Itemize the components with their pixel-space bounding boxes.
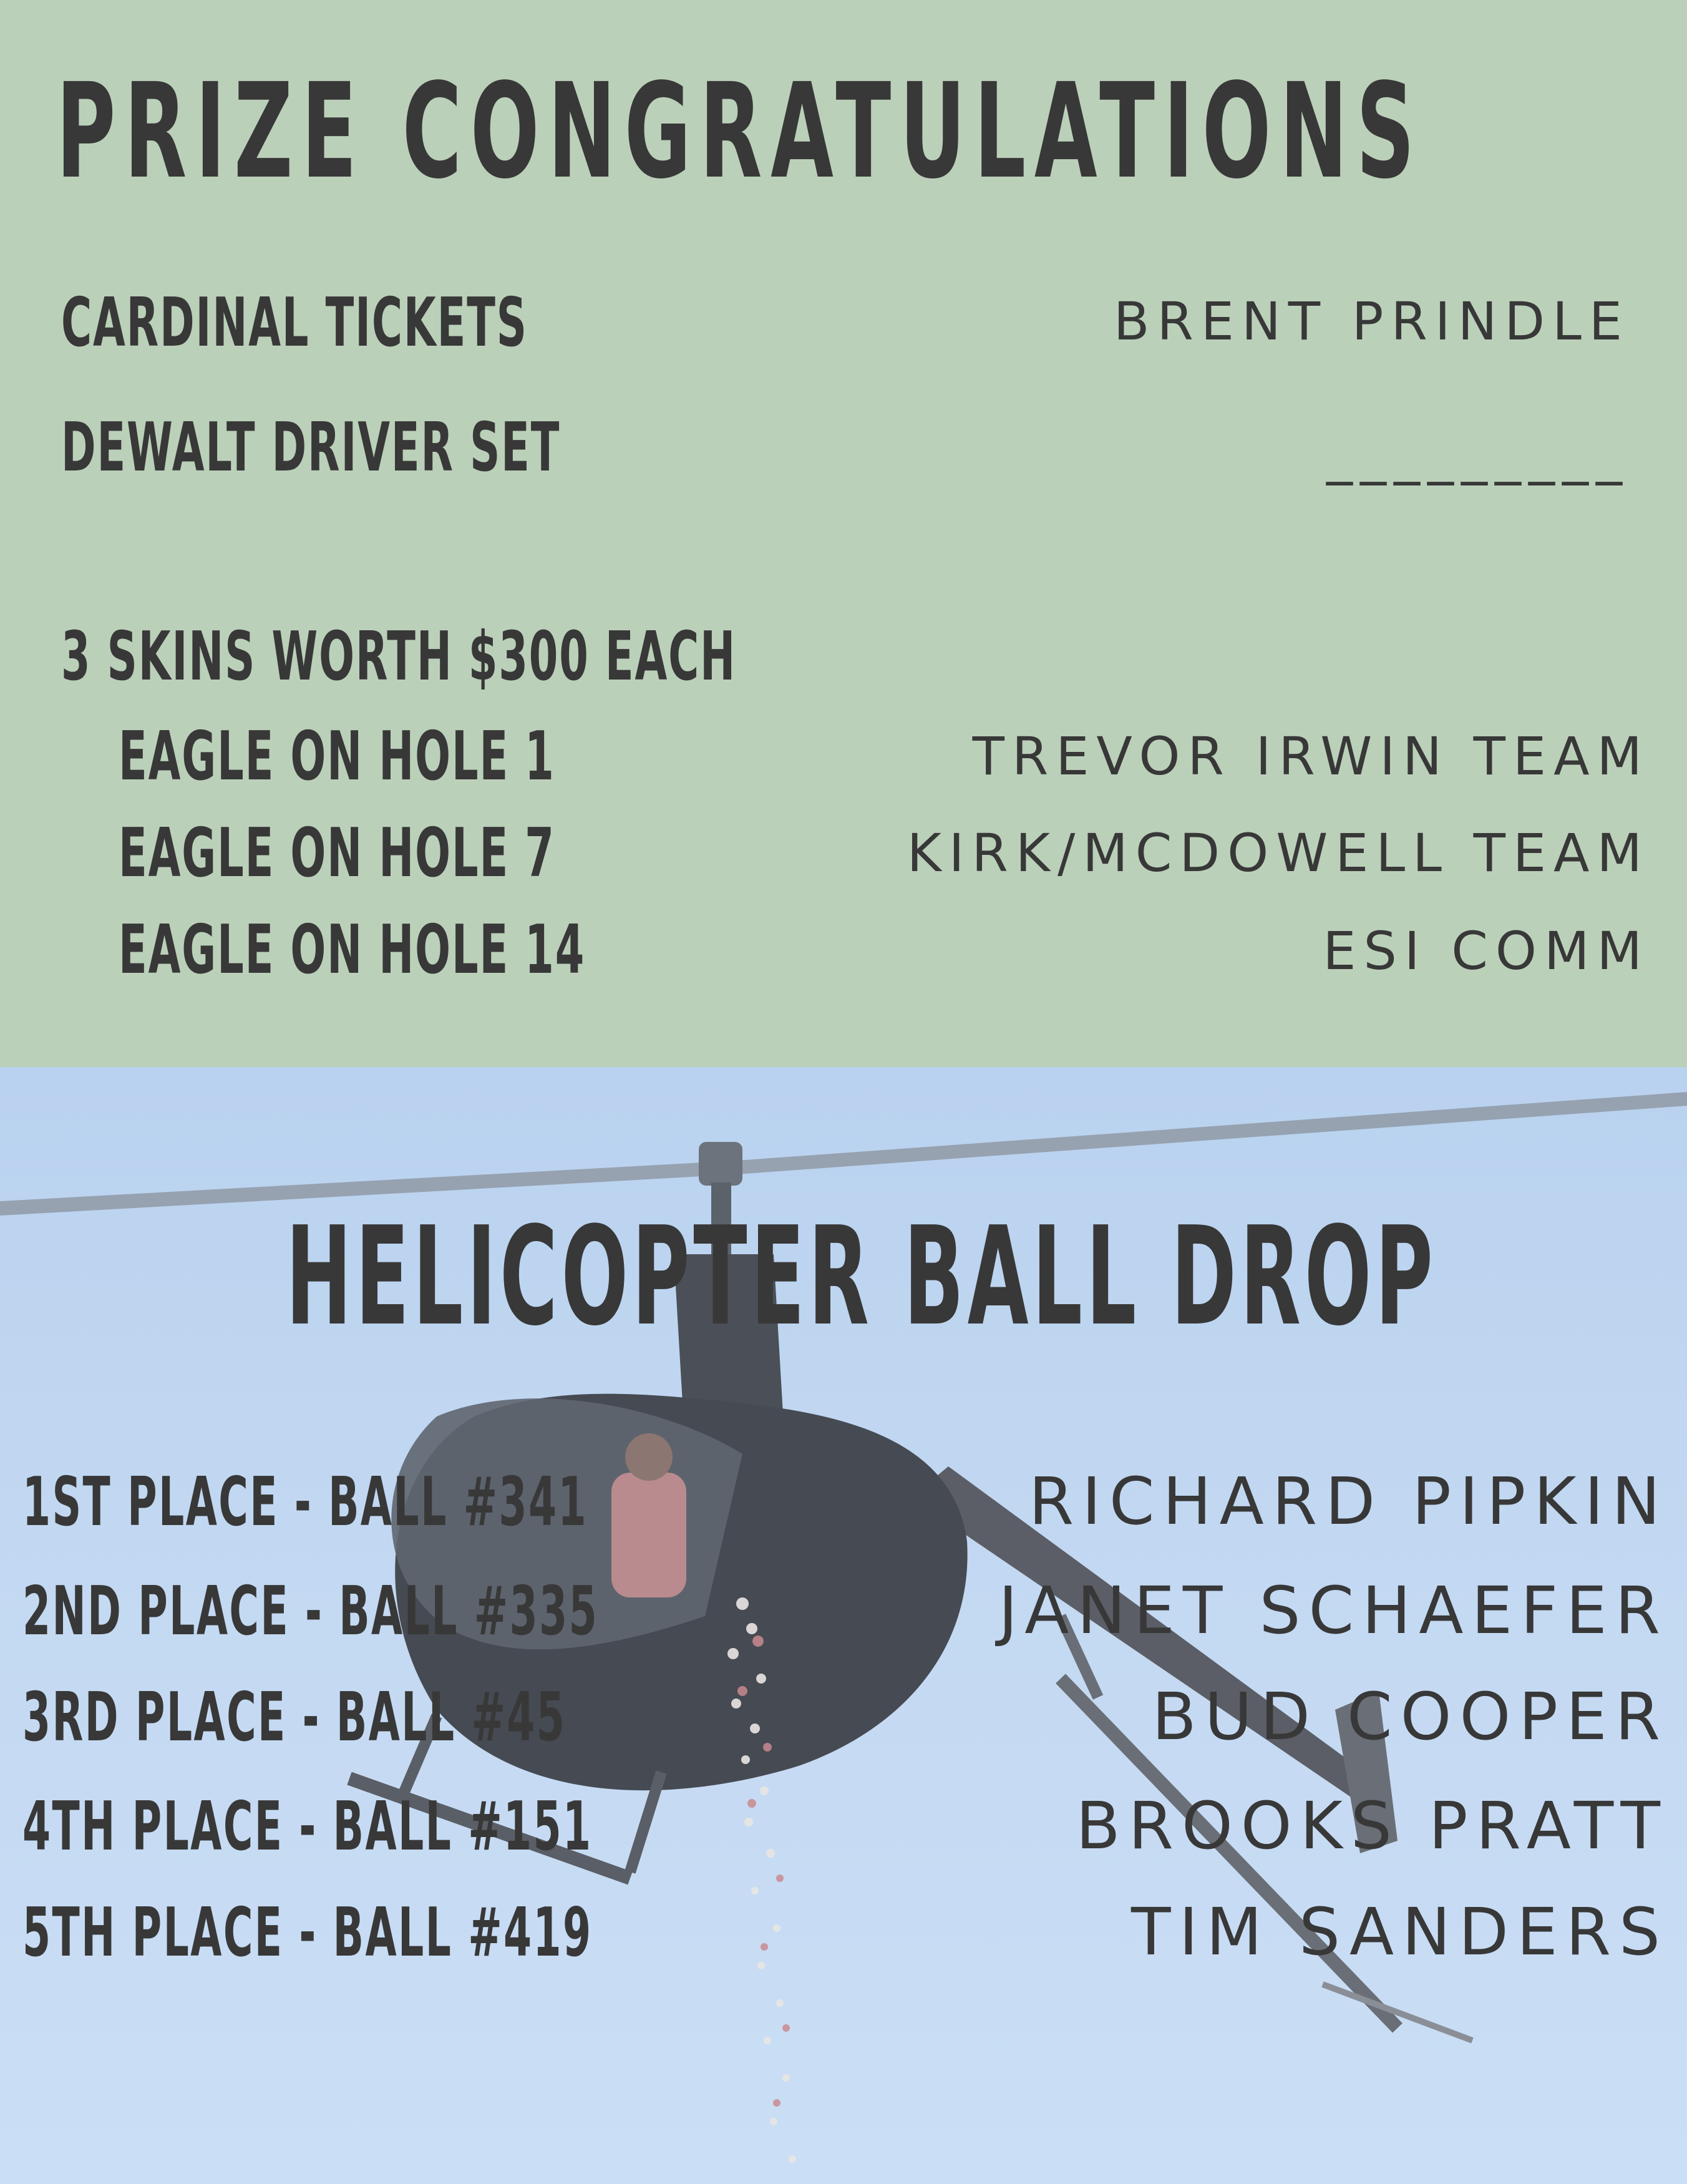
place-winner: TIM SANDERS <box>1131 1894 1668 1970</box>
place-label: 2ND PLACE - BALL #335 <box>22 1572 599 1650</box>
place-winner: BROOKS PRATT <box>1076 1788 1668 1864</box>
place-label: 3RD PLACE - BALL #45 <box>22 1679 566 1757</box>
place-label: 5TH PLACE - BALL #419 <box>22 1894 593 1972</box>
ball-drop-title: HELICOPTER BALL DROP <box>286 1198 1437 1356</box>
place-label: 1ST PLACE - BALL #341 <box>22 1463 588 1541</box>
skin-winner: KIRK/MCDOWELL TEAM <box>907 822 1650 884</box>
prize-item-winner: _________ <box>1326 424 1630 485</box>
prize-title: PRIZE CONGRATULATIONS <box>56 55 1424 208</box>
skin-label: EAGLE ON HOLE 7 <box>119 814 555 892</box>
skin-winner: ESI COMM <box>1323 920 1650 982</box>
place-winner: JANET SCHAEFER <box>998 1572 1668 1649</box>
place-label: 4TH PLACE - BALL #151 <box>22 1788 593 1866</box>
prize-item-label: DEWALT DRIVER SET <box>61 409 561 487</box>
skin-label: EAGLE ON HOLE 14 <box>119 911 586 989</box>
prize-item-winner: BRENT PRINDLE <box>1113 291 1630 352</box>
skin-label: EAGLE ON HOLE 1 <box>119 718 555 796</box>
skin-winner: TREVOR IRWIN TEAM <box>972 726 1650 787</box>
skins-heading: 3 SKINS WORTH $300 EACH <box>61 618 737 696</box>
place-winner: RICHARD PIPKIN <box>1028 1463 1668 1539</box>
place-winner: BUD COOPER <box>1152 1679 1668 1755</box>
prize-item-label: CARDINAL TICKETS <box>61 284 528 362</box>
